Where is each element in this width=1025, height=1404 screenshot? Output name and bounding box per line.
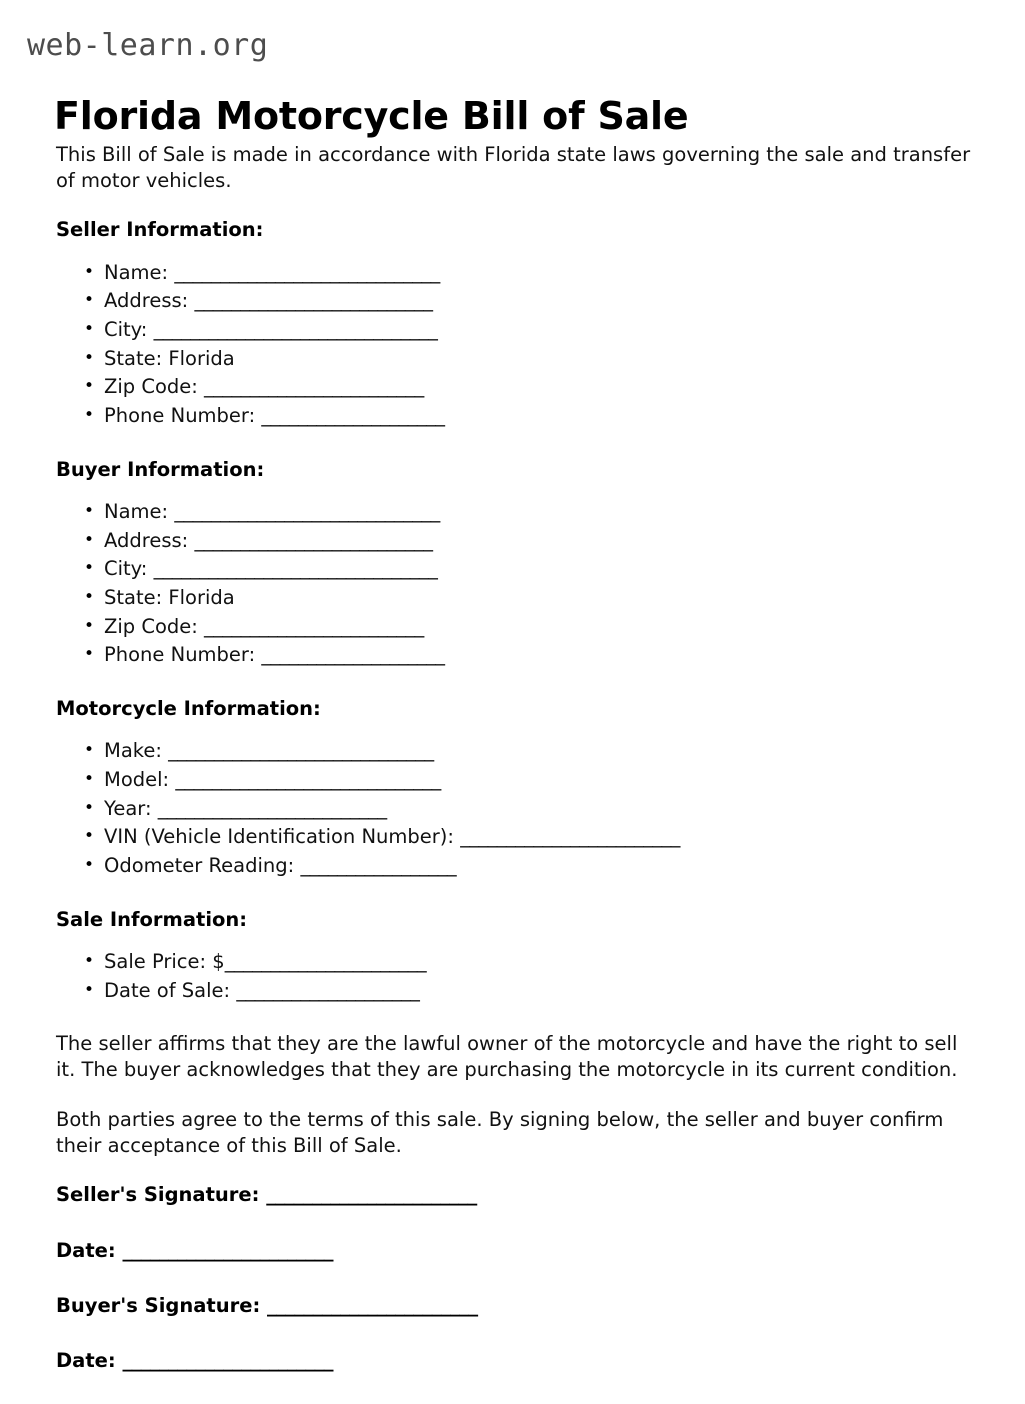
signature-row [56, 1238, 972, 1263]
signature-label: Date: [56, 1349, 123, 1373]
field-label: State: Florida [104, 346, 235, 370]
field-blank[interactable]: _________________ [300, 854, 456, 877]
signature-blank[interactable]: _______________________ [122, 1238, 333, 1262]
field-label: City: [104, 557, 154, 581]
section-heading: Motorcycle Information: [56, 697, 321, 721]
field-blank[interactable]: _________________________ [157, 796, 387, 820]
field-label: City: [104, 318, 154, 342]
field-list [56, 737, 972, 880]
site-watermark: web-learn.org [27, 28, 269, 63]
signature-block [56, 1182, 972, 1373]
signature-label: Date: [56, 1238, 123, 1262]
field-blank[interactable]: _____________________________ [174, 260, 440, 284]
field-blank[interactable]: ________________________ [460, 825, 680, 849]
field-blank[interactable]: _____________________________ [168, 739, 434, 763]
field-list [56, 948, 972, 1005]
field-row [104, 402, 972, 431]
field-label: Address: [104, 289, 195, 313]
field-row [104, 373, 972, 402]
field-blank[interactable]: ____________________ [236, 978, 420, 1002]
field-row [104, 948, 972, 977]
field-blank[interactable]: _______________________________ [153, 318, 438, 342]
field-blank[interactable]: _____________________________ [175, 768, 441, 792]
signature-row [56, 1348, 972, 1373]
field-row [104, 823, 972, 852]
field-row [104, 641, 972, 670]
field-row [104, 287, 972, 316]
field-label: VIN (Vehicle Identification Number): [104, 825, 461, 849]
signature-blank[interactable]: _______________________ [266, 1183, 477, 1207]
field-label: Odometer Reading: [104, 854, 301, 877]
field-row [104, 795, 972, 824]
field-label: Phone Number: [104, 404, 262, 428]
field-row [104, 613, 972, 642]
field-label: Year: [104, 796, 158, 820]
field-label: Name: [104, 260, 175, 284]
field-list [56, 259, 972, 431]
signature-row [56, 1182, 972, 1207]
field-label: Name: [104, 500, 175, 524]
field-blank[interactable]: ____________________ [261, 643, 445, 667]
field-label: Make: [104, 739, 169, 763]
sections-container [56, 217, 972, 1005]
field-label: Date of Sale: [104, 978, 237, 1002]
field-label: Sale Price: $ [104, 950, 225, 973]
field-label: State: Florida [104, 586, 235, 610]
field-row [104, 259, 972, 288]
signature-blank[interactable]: _______________________ [122, 1349, 333, 1373]
field-row [104, 852, 972, 881]
page-title: Florida Motorcycle Bill of Sale [54, 94, 689, 139]
field-row [104, 584, 972, 613]
field-label: Zip Code: [104, 375, 205, 399]
section-heading: Seller Information: [56, 218, 264, 242]
field-row [104, 766, 972, 795]
field-blank[interactable]: ________________________ [204, 614, 424, 638]
field-row [104, 498, 972, 527]
field-blank[interactable]: __________________________ [194, 289, 433, 313]
section-heading: Buyer Information: [56, 457, 265, 481]
field-blank[interactable]: _______________________________ [153, 557, 438, 581]
field-blank[interactable]: _____________________________ [174, 500, 440, 524]
field-blank[interactable]: ________________________ [204, 375, 424, 399]
field-label: Zip Code: [104, 614, 205, 638]
field-label: Model: [104, 768, 176, 792]
signature-label: Buyer's Signature: [56, 1293, 268, 1317]
field-blank[interactable]: ______________________ [224, 950, 426, 973]
field-row [104, 555, 972, 584]
signature-label: Seller's Signature: [56, 1183, 267, 1207]
signature-row [56, 1293, 972, 1318]
field-label: Address: [104, 528, 195, 552]
agreement-paragraph: Both parties agree to the terms of this sale. By signing below, the seller and buyer confirm their acceptance of this Bill of Sale. [56, 1107, 944, 1157]
field-label: Phone Number: [104, 643, 262, 667]
document-body [56, 142, 972, 1404]
field-row [104, 316, 972, 345]
field-row [104, 527, 972, 556]
affirmation-paragraph: The seller affirms that they are the lawful owner of the motorcycle and have the right to sell it. The buyer acknowledges that they are purchasing the motorcycle in its current condition. [56, 1032, 958, 1082]
section-heading: Sale Information: [56, 907, 248, 931]
field-row [104, 977, 972, 1006]
field-blank[interactable]: __________________________ [194, 528, 433, 552]
field-row [104, 345, 972, 374]
field-blank[interactable]: ____________________ [261, 404, 445, 428]
field-list [56, 498, 972, 670]
intro-paragraph: This Bill of Sale is made in accordance with Florida state laws governing the sale and transfer of motor vehicles. [56, 143, 971, 192]
field-row [104, 737, 972, 766]
signature-blank[interactable]: _______________________ [267, 1293, 478, 1317]
